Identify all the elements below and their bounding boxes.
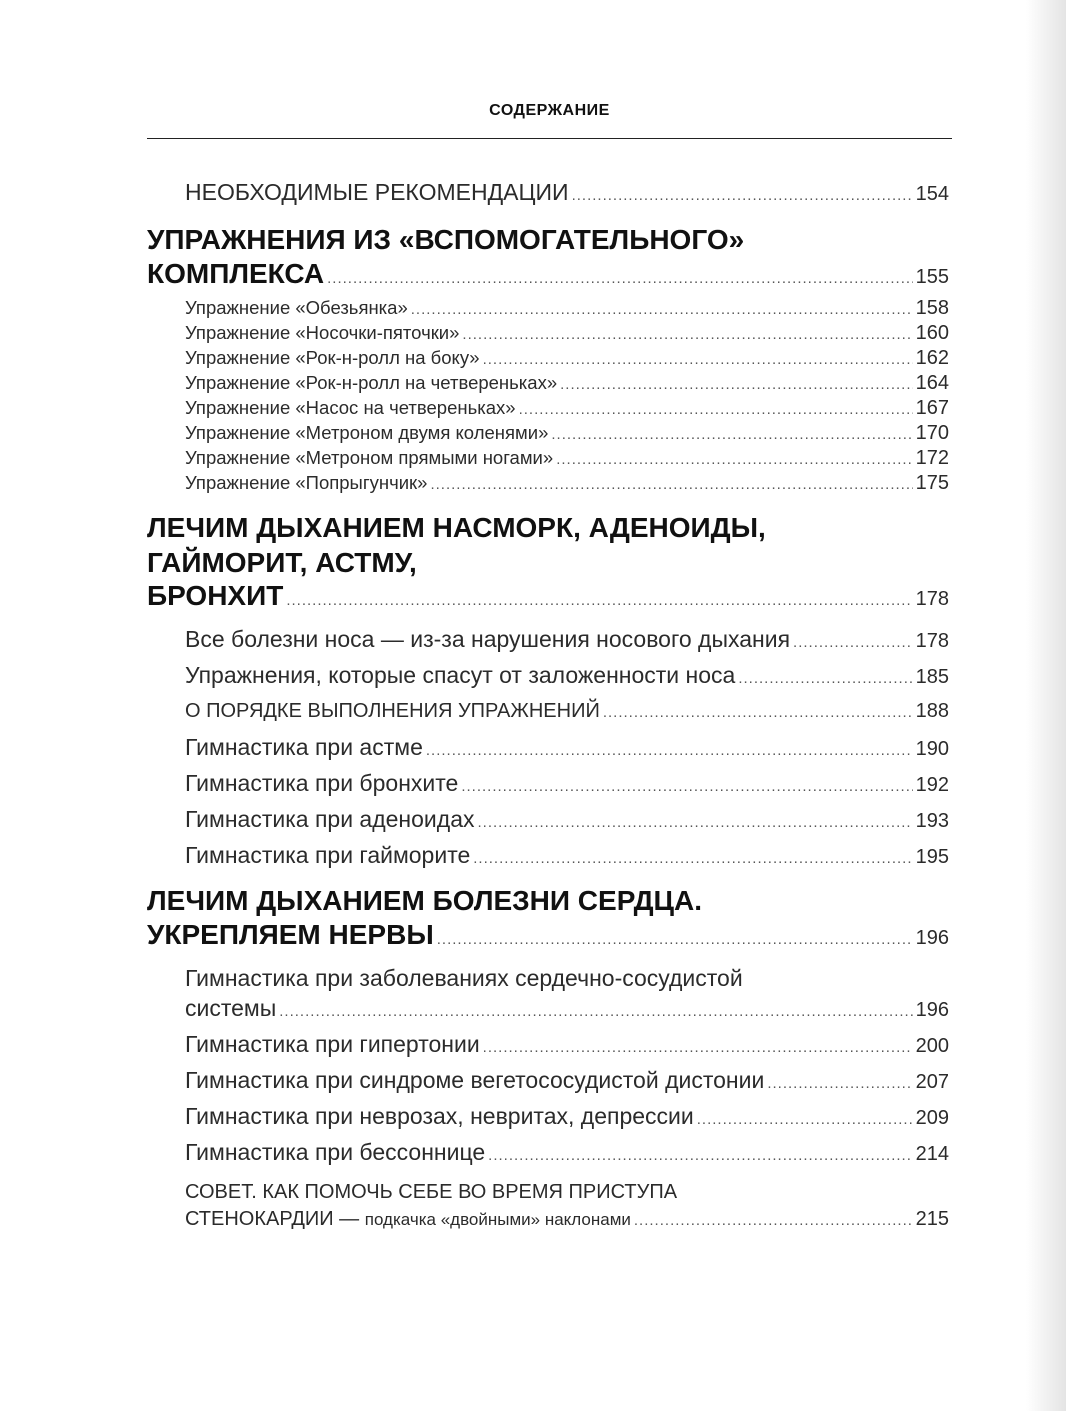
toc-entry-title: Упражнение «Обезьянка» xyxy=(185,297,408,318)
toc-entry-title: О ПОРЯДКЕ ВЫПОЛНЕНИЯ УПРАЖНЕНИЙ xyxy=(185,700,600,722)
page-edge-shadow xyxy=(1026,0,1066,1411)
toc-entry-title: Гимнастика при синдроме вегетососудистой дистонии xyxy=(185,1067,765,1093)
leader-dots xyxy=(279,1003,912,1020)
toc-entry-title: НЕОБХОДИМЫЕ РЕКОМЕНДАЦИИ xyxy=(185,179,569,205)
toc-entry-title: Все болезни носа — из-за нарушения носового дыхания xyxy=(185,626,791,652)
toc-section-title: БРОНХИТ xyxy=(147,580,284,611)
toc-entry-page: 193 xyxy=(915,810,949,832)
toc-entry[interactable] xyxy=(185,734,949,761)
toc-entry[interactable] xyxy=(185,447,949,470)
running-head: СОДЕРЖАНИЕ xyxy=(489,102,610,119)
toc-section-page: 178 xyxy=(915,588,949,610)
leader-dots xyxy=(286,592,912,609)
toc-entry-title xyxy=(185,1208,631,1231)
toc-entry[interactable] xyxy=(185,1067,949,1094)
leader-dots xyxy=(430,476,912,493)
toc-entry[interactable] xyxy=(185,179,949,206)
toc-entry-title-line1[interactable]: Гимнастика при заболеваниях сердечно-сосудистой xyxy=(185,965,743,991)
toc-entry[interactable] xyxy=(185,347,949,370)
toc-entry[interactable] xyxy=(185,322,949,345)
toc-entry-title: Упражнение «Рок-н-ролл на четвереньках» xyxy=(185,372,558,393)
toc-entry-title: Гимнастика при бессоннице xyxy=(185,1139,486,1165)
toc-entry-page: 154 xyxy=(915,183,949,205)
toc-entry[interactable] xyxy=(185,770,949,797)
toc-entry-page: 167 xyxy=(915,397,949,419)
toc-entry-page: 207 xyxy=(915,1071,949,1093)
toc-entry-page: 188 xyxy=(915,700,949,722)
leader-dots xyxy=(634,1212,913,1229)
leader-dots xyxy=(478,814,913,831)
leader-dots xyxy=(483,1039,913,1056)
leader-dots xyxy=(483,351,913,368)
toc-section-title: УКРЕПЛЯЕМ НЕРВЫ xyxy=(147,919,434,950)
leader-dots xyxy=(551,426,912,443)
toc-section-heading[interactable]: ЛЕЧИМ ДЫХАНИЕМ БОЛЕЗНИ СЕРДЦА. xyxy=(147,885,703,916)
leader-dots xyxy=(473,850,912,867)
leader-dots xyxy=(793,634,913,651)
leader-dots xyxy=(556,451,912,468)
toc-entry-title: Упражнение «Метроном двумя коленями» xyxy=(185,422,549,443)
toc-entry-title: Упражнение «Носочки-пяточки» xyxy=(185,322,460,343)
toc-entry-title: Упражнение «Насос на четвереньках» xyxy=(185,397,516,418)
toc-entry[interactable] xyxy=(185,700,949,723)
toc-entry-title: Упражнение «Метроном прямыми ногами» xyxy=(185,447,554,468)
leader-dots xyxy=(738,670,912,687)
leader-dots xyxy=(437,931,913,948)
toc-entry[interactable] xyxy=(185,422,949,445)
toc-section-heading[interactable]: УПРАЖНЕНИЯ ИЗ «ВСПОМОГАТЕЛЬНОГО» xyxy=(147,224,745,255)
toc-section-page: 155 xyxy=(915,266,949,288)
toc-entry-page: 214 xyxy=(915,1143,949,1165)
toc-entry-page: 160 xyxy=(915,322,949,344)
leader-dots xyxy=(426,742,913,759)
toc-entry-title: Гимнастика при неврозах, невритах, депрессии xyxy=(185,1103,694,1129)
toc-entry[interactable] xyxy=(185,1139,949,1166)
toc-section-entry[interactable] xyxy=(147,258,949,290)
toc-entry-page: 175 xyxy=(915,472,949,494)
leader-dots xyxy=(461,778,912,795)
toc-entry-title: Гимнастика при аденоидах xyxy=(185,806,475,832)
toc-entry[interactable] xyxy=(185,297,949,320)
toc-entry-page: 192 xyxy=(915,774,949,796)
toc-entry-title: Гимнастика при гайморите xyxy=(185,842,471,868)
toc-entry-title: Гимнастика при гипертонии xyxy=(185,1031,480,1057)
toc-entry[interactable] xyxy=(185,806,949,833)
toc-entry-page: 178 xyxy=(915,630,949,652)
toc-entry[interactable] xyxy=(185,372,949,395)
leader-dots xyxy=(462,326,912,343)
toc-entry-title: Гимнастика при астме xyxy=(185,734,423,760)
toc-entry-title: Упражнение «Рок-н-ролл на боку» xyxy=(185,347,480,368)
toc-entry[interactable] xyxy=(185,995,949,1022)
toc-entry-title-line1[interactable]: СОВЕТ. КАК ПОМОЧЬ СЕБЕ ВО ВРЕМЯ ПРИСТУПА xyxy=(185,1181,678,1203)
toc-entry-page: 190 xyxy=(915,738,949,760)
toc-entry[interactable] xyxy=(185,842,949,869)
toc-entry-title-caps: СТЕНОКАРДИИ — xyxy=(185,1208,360,1230)
toc-entry[interactable] xyxy=(185,397,949,420)
toc-entry-title-rest: подкачка «двойными» наклонами xyxy=(364,1210,631,1229)
toc-entry-page: 162 xyxy=(915,347,949,369)
toc-entry[interactable] xyxy=(185,626,949,653)
toc-entry[interactable] xyxy=(185,1103,949,1130)
toc-section-heading[interactable]: ЛЕЧИМ ДЫХАНИЕМ НАСМОРК, АДЕНОИДЫ, xyxy=(147,512,766,543)
leader-dots xyxy=(519,401,913,418)
toc-entry-title: Гимнастика при бронхите xyxy=(185,770,459,796)
leader-dots xyxy=(488,1147,912,1164)
toc-entry[interactable] xyxy=(185,662,949,689)
toc-entry[interactable] xyxy=(185,472,949,495)
leader-dots xyxy=(603,704,913,721)
toc-entry[interactable] xyxy=(185,1031,949,1058)
toc-entry-page: 158 xyxy=(915,297,949,319)
toc-entry-title: системы xyxy=(185,995,277,1021)
toc-entry-page: 164 xyxy=(915,372,949,394)
toc-entry-page: 185 xyxy=(915,666,949,688)
leader-dots xyxy=(572,187,913,204)
toc-entry-title: Упражнение «Попрыгунчик» xyxy=(185,472,428,493)
toc-entry[interactable] xyxy=(185,1208,949,1231)
toc-entry-page: 170 xyxy=(915,422,949,444)
leader-dots xyxy=(560,376,913,393)
toc-section-entry[interactable] xyxy=(147,919,949,951)
leader-dots xyxy=(697,1111,913,1128)
toc-entry-title: Упражнения, которые спасут от заложенности носа xyxy=(185,662,736,688)
toc-entry-page: 215 xyxy=(915,1208,949,1230)
toc-entry-page: 196 xyxy=(915,999,949,1021)
toc-entry-page: 200 xyxy=(915,1035,949,1057)
toc-section-entry[interactable] xyxy=(147,580,949,612)
toc-section-page: 196 xyxy=(915,927,949,949)
toc-section-heading[interactable]: ГАЙМОРИТ, АСТМУ, xyxy=(147,547,417,578)
leader-dots xyxy=(767,1075,912,1092)
toc-entry-page: 195 xyxy=(915,846,949,868)
toc-entry-page: 209 xyxy=(915,1107,949,1129)
toc-entry-page: 172 xyxy=(915,447,949,469)
leader-dots xyxy=(327,270,913,287)
leader-dots xyxy=(411,301,913,318)
toc-section-title: КОМПЛЕКСА xyxy=(147,258,325,289)
